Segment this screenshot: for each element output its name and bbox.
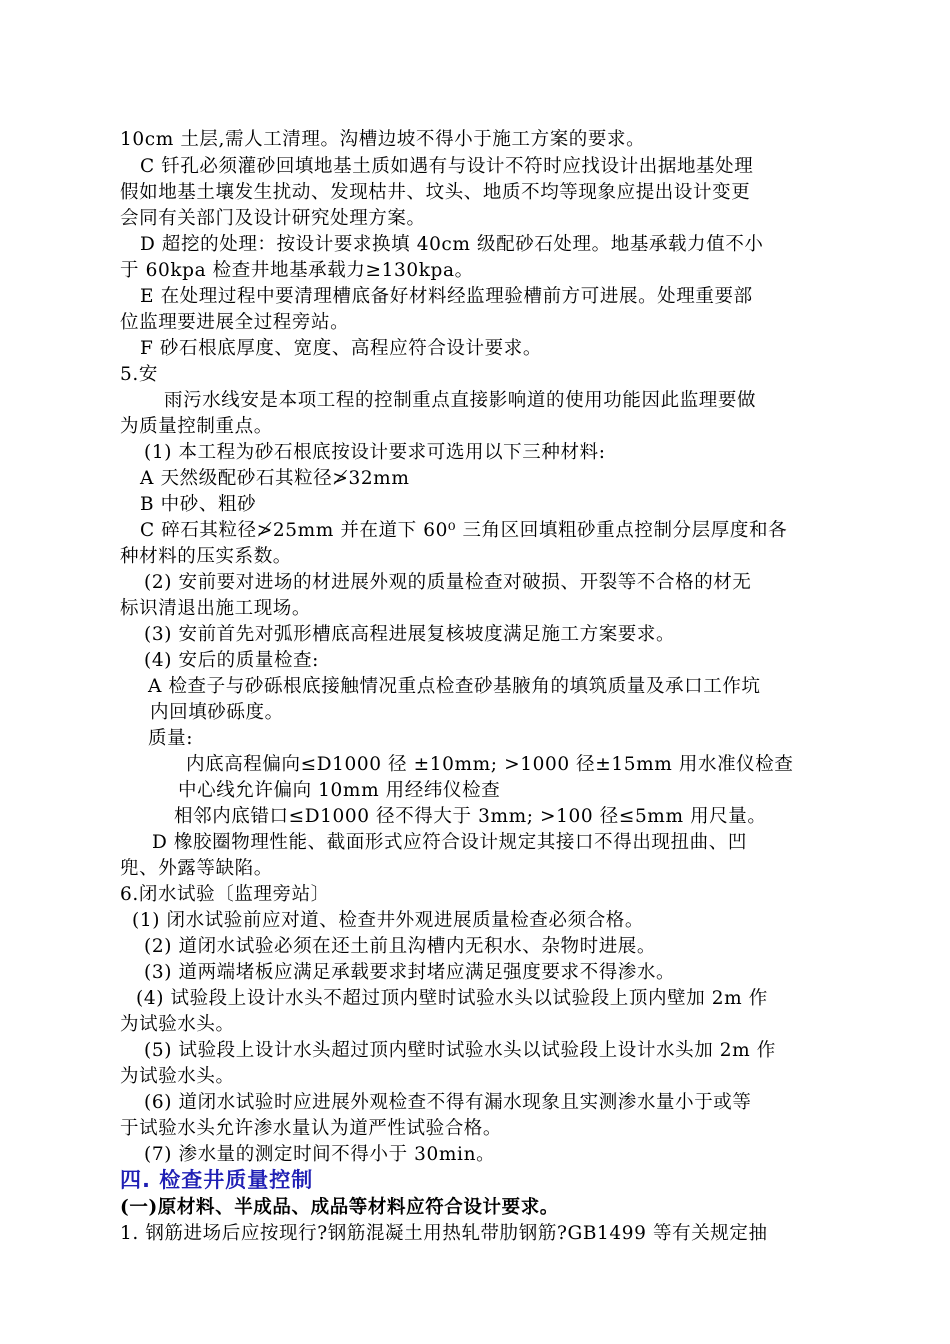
text-line: C 钎孔必须灌砂回填地基土质如遇有与设计不符时应找设计出据地基处理 (140, 156, 754, 177)
text-line: F 砂石根底厚度、宽度、高程应符合设计要求。 (140, 338, 542, 359)
text-line: (1) 本工程为砂石根底按设计要求可选用以下三种材料: (144, 442, 606, 463)
text-line: 位监理要进展全过程旁站。 (120, 312, 350, 333)
text-line: (6) 道闭水试验时应进展外观检查不得有漏水现象且实测渗水量小于或等 (144, 1092, 752, 1113)
text-line: (1) 闭水试验前应对道、检查井外观进展质量检查必须合格。 (132, 910, 644, 931)
text-line: (4) 试验段上设计水头不超过顶内壁时试验水头以试验段上顶内壁加 2m 作 (136, 988, 768, 1009)
text-line: (3) 安前首先对弧形槽底高程进展复核坡度满足施工方案要求。 (144, 624, 676, 645)
text-line: C 碎石其粒径≯25mm 并在道下 60⁰ 三角区回填粗砂重点控制分层厚度和各 (140, 520, 788, 541)
chapter-heading: 四. 检查井质量控制 (120, 1168, 314, 1192)
text-line: 种材料的压实系数。 (120, 546, 292, 567)
text-line: A 检查子与砂砾根底接触情况重点检查砂基腋角的填筑质量及承口工作坑 (148, 676, 761, 697)
text-line: 于试验水头允许渗水量认为道严性试验合格。 (120, 1118, 503, 1139)
section-heading: 6.闭水试验〔监理旁站〕 (120, 884, 330, 905)
text-line: 1. 钢筋进场后应按现行?钢筋混凝土用热轧带肋钢筋?GB1499 等有关规定抽 (120, 1223, 768, 1244)
text-line: (2) 安前要对进场的材进展外观的质量检查对破损、开裂等不合格的材无 (144, 572, 752, 593)
text-line: (5) 试验段上设计水头超过顶内壁时试验水头以试验段上设计水头加 2m 作 (144, 1040, 776, 1061)
text-line: 内回填砂砾度。 (150, 702, 284, 723)
text-line: 中心线允许偏向 10mm 用经纬仪检查 (178, 780, 501, 801)
text-line: 会同有关部门及设计研究处理方案。 (120, 208, 426, 229)
text-line: A 天然级配砂石其粒径≯32mm (140, 468, 410, 489)
text-line: 10cm 土层,需人工清理。沟槽边坡不得小于施工方案的要求。 (120, 129, 646, 150)
subsection-heading: (一)原材料、半成品、成品等材料应符合设计要求。 (120, 1197, 559, 1218)
text-line: 于 60kpa 检查井地基承载力≥130kpa。 (120, 260, 474, 281)
text-line: 质量: (148, 728, 194, 749)
text-line: E 在处理过程中要清理槽底备好材料经监理验槽前方可进展。处理重要部 (140, 286, 753, 307)
text-line: 标识清退出施工现场。 (120, 598, 312, 619)
text-line: 雨污水线安是本项工程的控制重点直接影响道的使用功能因此监理要做 (164, 390, 757, 411)
text-line: 兜、外露等缺陷。 (120, 858, 273, 879)
text-line: 内底高程偏向≤D1000 径 ±10mm; >1000 径±15mm 用水准仪检查 (186, 754, 794, 775)
text-line: (7) 渗水量的测定时间不得小于 30min。 (144, 1144, 496, 1165)
text-line: 为试验水头。 (120, 1066, 235, 1087)
text-line: 为质量控制重点。 (120, 416, 273, 437)
text-line: B 中砂、粗砂 (140, 494, 257, 515)
text-line: D 超挖的处理：按设计要求换填 40cm 级配砂石处理。地基承载力值不小 (140, 234, 764, 255)
text-line: 为试验水头。 (120, 1014, 235, 1035)
section-heading: 5.安 (120, 364, 158, 385)
text-line: (2) 道闭水试验必须在还土前且沟槽内无积水、杂物时进展。 (144, 936, 656, 957)
text-line: 假如地基土壤发生扰动、发现枯井、坟头、地质不均等现象应提出设计变更 (120, 182, 751, 203)
text-line: (4) 安后的质量检查: (144, 650, 320, 671)
text-line: (3) 道两端堵板应满足承载要求封堵应满足强度要求不得渗水。 (144, 962, 676, 983)
text-line: D 橡胶圈物理性能、截面形式应符合设计规定其接口不得出现扭曲、凹 (152, 832, 747, 853)
text-line: 相邻内底错口≤D1000 径不得大于 3mm; >100 径≤5mm 用尺量。 (174, 806, 767, 827)
